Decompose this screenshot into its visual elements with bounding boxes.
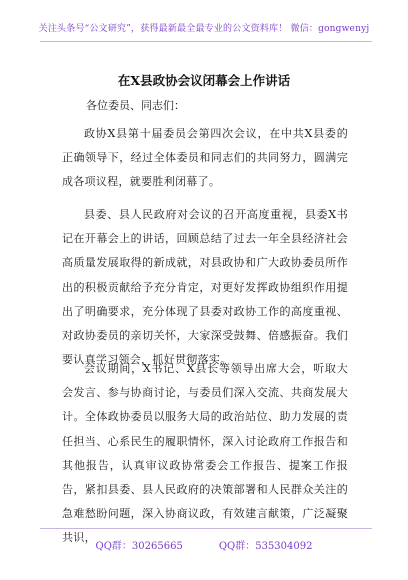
footer: [0, 537, 408, 552]
footer-qq-group-2: QQ群：535304092: [218, 541, 313, 552]
body-paragraph-1: 政协X县第十届委员会第四次会议，在中共X县委的正确领导下，经过全体委员和同志们的共同努力，圆满完成各项议程，就要胜利闭幕了。: [62, 127, 348, 189]
body-paragraph-3: 会议期间，X书记、X县长等领导出席大会，听取大会发言、参与协商讨论，与委员们深入交流、共商发展大计。全体政协委员以服务大局的政治站位、助力发展的责任担当、心系民生的履职情怀，深入讨论政府工作报告和其他报告，认真审议政协常委会工作报告、提案工作报告，紧扣县委、县人民政府的决策部署和人民群众关注的急难愁盼问题，深入协商议政，有效建言献策，广泛凝聚共识，: [62, 362, 348, 545]
body-paragraph-2: 县委、县人民政府对会议的召开高度重视，县委X书记在开幕会上的讲话，回顾总结了过去一年全县经济社会高质量发展取得的新成就，对县政协和广大政协委员所作出的积极贡献给予充分肯定，对更好发挥政协组织作用提出了明确要求，充分体现了县委对政协工作的高度重视、对政协委员的亲切关怀，大家深受鼓舞、倍感振奋。我们要认真学习领会，抓好贯彻落实。: [62, 208, 348, 367]
salutation: 各位委员、同志们：: [86, 99, 185, 112]
footer-qq-group-1: QQ群：30265665: [95, 541, 183, 552]
footer-divider: [40, 528, 372, 529]
header-divider: [40, 41, 372, 42]
header-promo-note: 关注头条号“公文研究”，获得最新最全最专业的公文资料库！ 微信：gongwenyj: [38, 24, 370, 34]
document-title: 在X县政协会议闭幕会上作讲话: [117, 73, 291, 88]
